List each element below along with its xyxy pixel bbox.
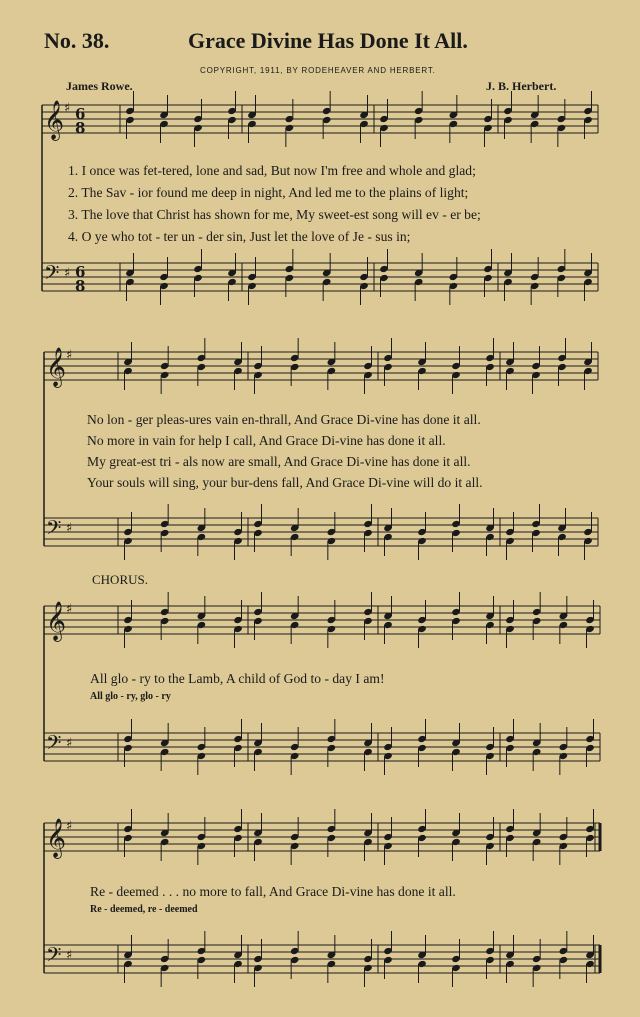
time-signature-denominator: 8 — [75, 277, 86, 295]
lyricist-credit: James Rowe. — [66, 79, 133, 93]
key-signature-sharp-icon: ♯ — [66, 348, 73, 363]
key-signature-sharp-icon: ♯ — [66, 948, 73, 963]
verse-1-line-2: No lon - ger pleas-ures vain en-thrall, And Grace Di-vine has done it all. — [87, 412, 481, 427]
chorus-echo-2: Re - deemed, re - deemed — [90, 904, 198, 915]
chorus-echo-1: All glo - ry, glo - ry — [90, 691, 171, 702]
key-signature-sharp-icon: ♯ — [64, 101, 71, 116]
bass-clef-icon: 𝄢 — [46, 731, 62, 759]
chorus-line-2: Re - deemed . . . no more to fall, And Grace Di-vine has done it all. — [90, 884, 456, 899]
key-signature-sharp-icon: ♯ — [64, 266, 71, 281]
time-signature-numerator: 6 — [75, 263, 86, 281]
verse-4-line-2: Your souls will sing, your bur-dens fall, And Grace Di-vine will do it all. — [87, 475, 483, 490]
composer-credit: J. B. Herbert. — [486, 79, 557, 93]
chorus-line-1: All glo - ry to the Lamb, A child of God to - day I am! — [90, 671, 385, 686]
bass-clef-icon: 𝄢 — [46, 943, 62, 971]
treble-clef-icon: 𝄞 — [44, 100, 65, 140]
hymn-number: No. 38. — [44, 28, 110, 53]
verse-2-line-1: 2. The Sav - ior found me deep in night, And led me to the plains of light; — [68, 185, 469, 200]
bass-clef-icon: 𝄢 — [46, 516, 62, 544]
treble-clef-icon: 𝄞 — [46, 347, 67, 387]
key-signature-sharp-icon: ♯ — [66, 819, 73, 834]
chorus-label: CHORUS. — [92, 572, 148, 587]
bass-clef-icon: 𝄢 — [44, 261, 60, 289]
verse-3-line-1: 3. The love that Christ has shown for me, My sweet-est song will ev - er be; — [68, 207, 481, 222]
time-signature-denominator: 8 — [75, 119, 86, 137]
key-signature-sharp-icon: ♯ — [66, 736, 73, 751]
treble-clef-icon: 𝄞 — [46, 601, 67, 641]
key-signature-sharp-icon: ♯ — [66, 521, 73, 536]
time-signature-numerator: 6 — [75, 105, 86, 123]
key-signature-sharp-icon: ♯ — [66, 602, 73, 617]
copyright-notice: COPYRIGHT, 1911, BY RODEHEAVER AND HERBERT. — [200, 66, 436, 75]
verse-2-line-2: No more in vain for help I call, And Grace Di-vine has done it all. — [87, 433, 446, 448]
verse-3-line-2: My great-est tri - als now are small, And Grace Di-vine has done it all. — [87, 454, 471, 469]
treble-clef-icon: 𝄞 — [46, 818, 67, 858]
verse-4-line-1: 4. O ye who tot - ter un - der sin, Just let the love of Je - sus in; — [68, 229, 411, 244]
verse-1-line-1: 1. I once was fet-tered, lone and sad, But now I'm free and whole and glad; — [68, 163, 476, 178]
hymn-title: Grace Divine Has Done It All. — [188, 28, 468, 53]
